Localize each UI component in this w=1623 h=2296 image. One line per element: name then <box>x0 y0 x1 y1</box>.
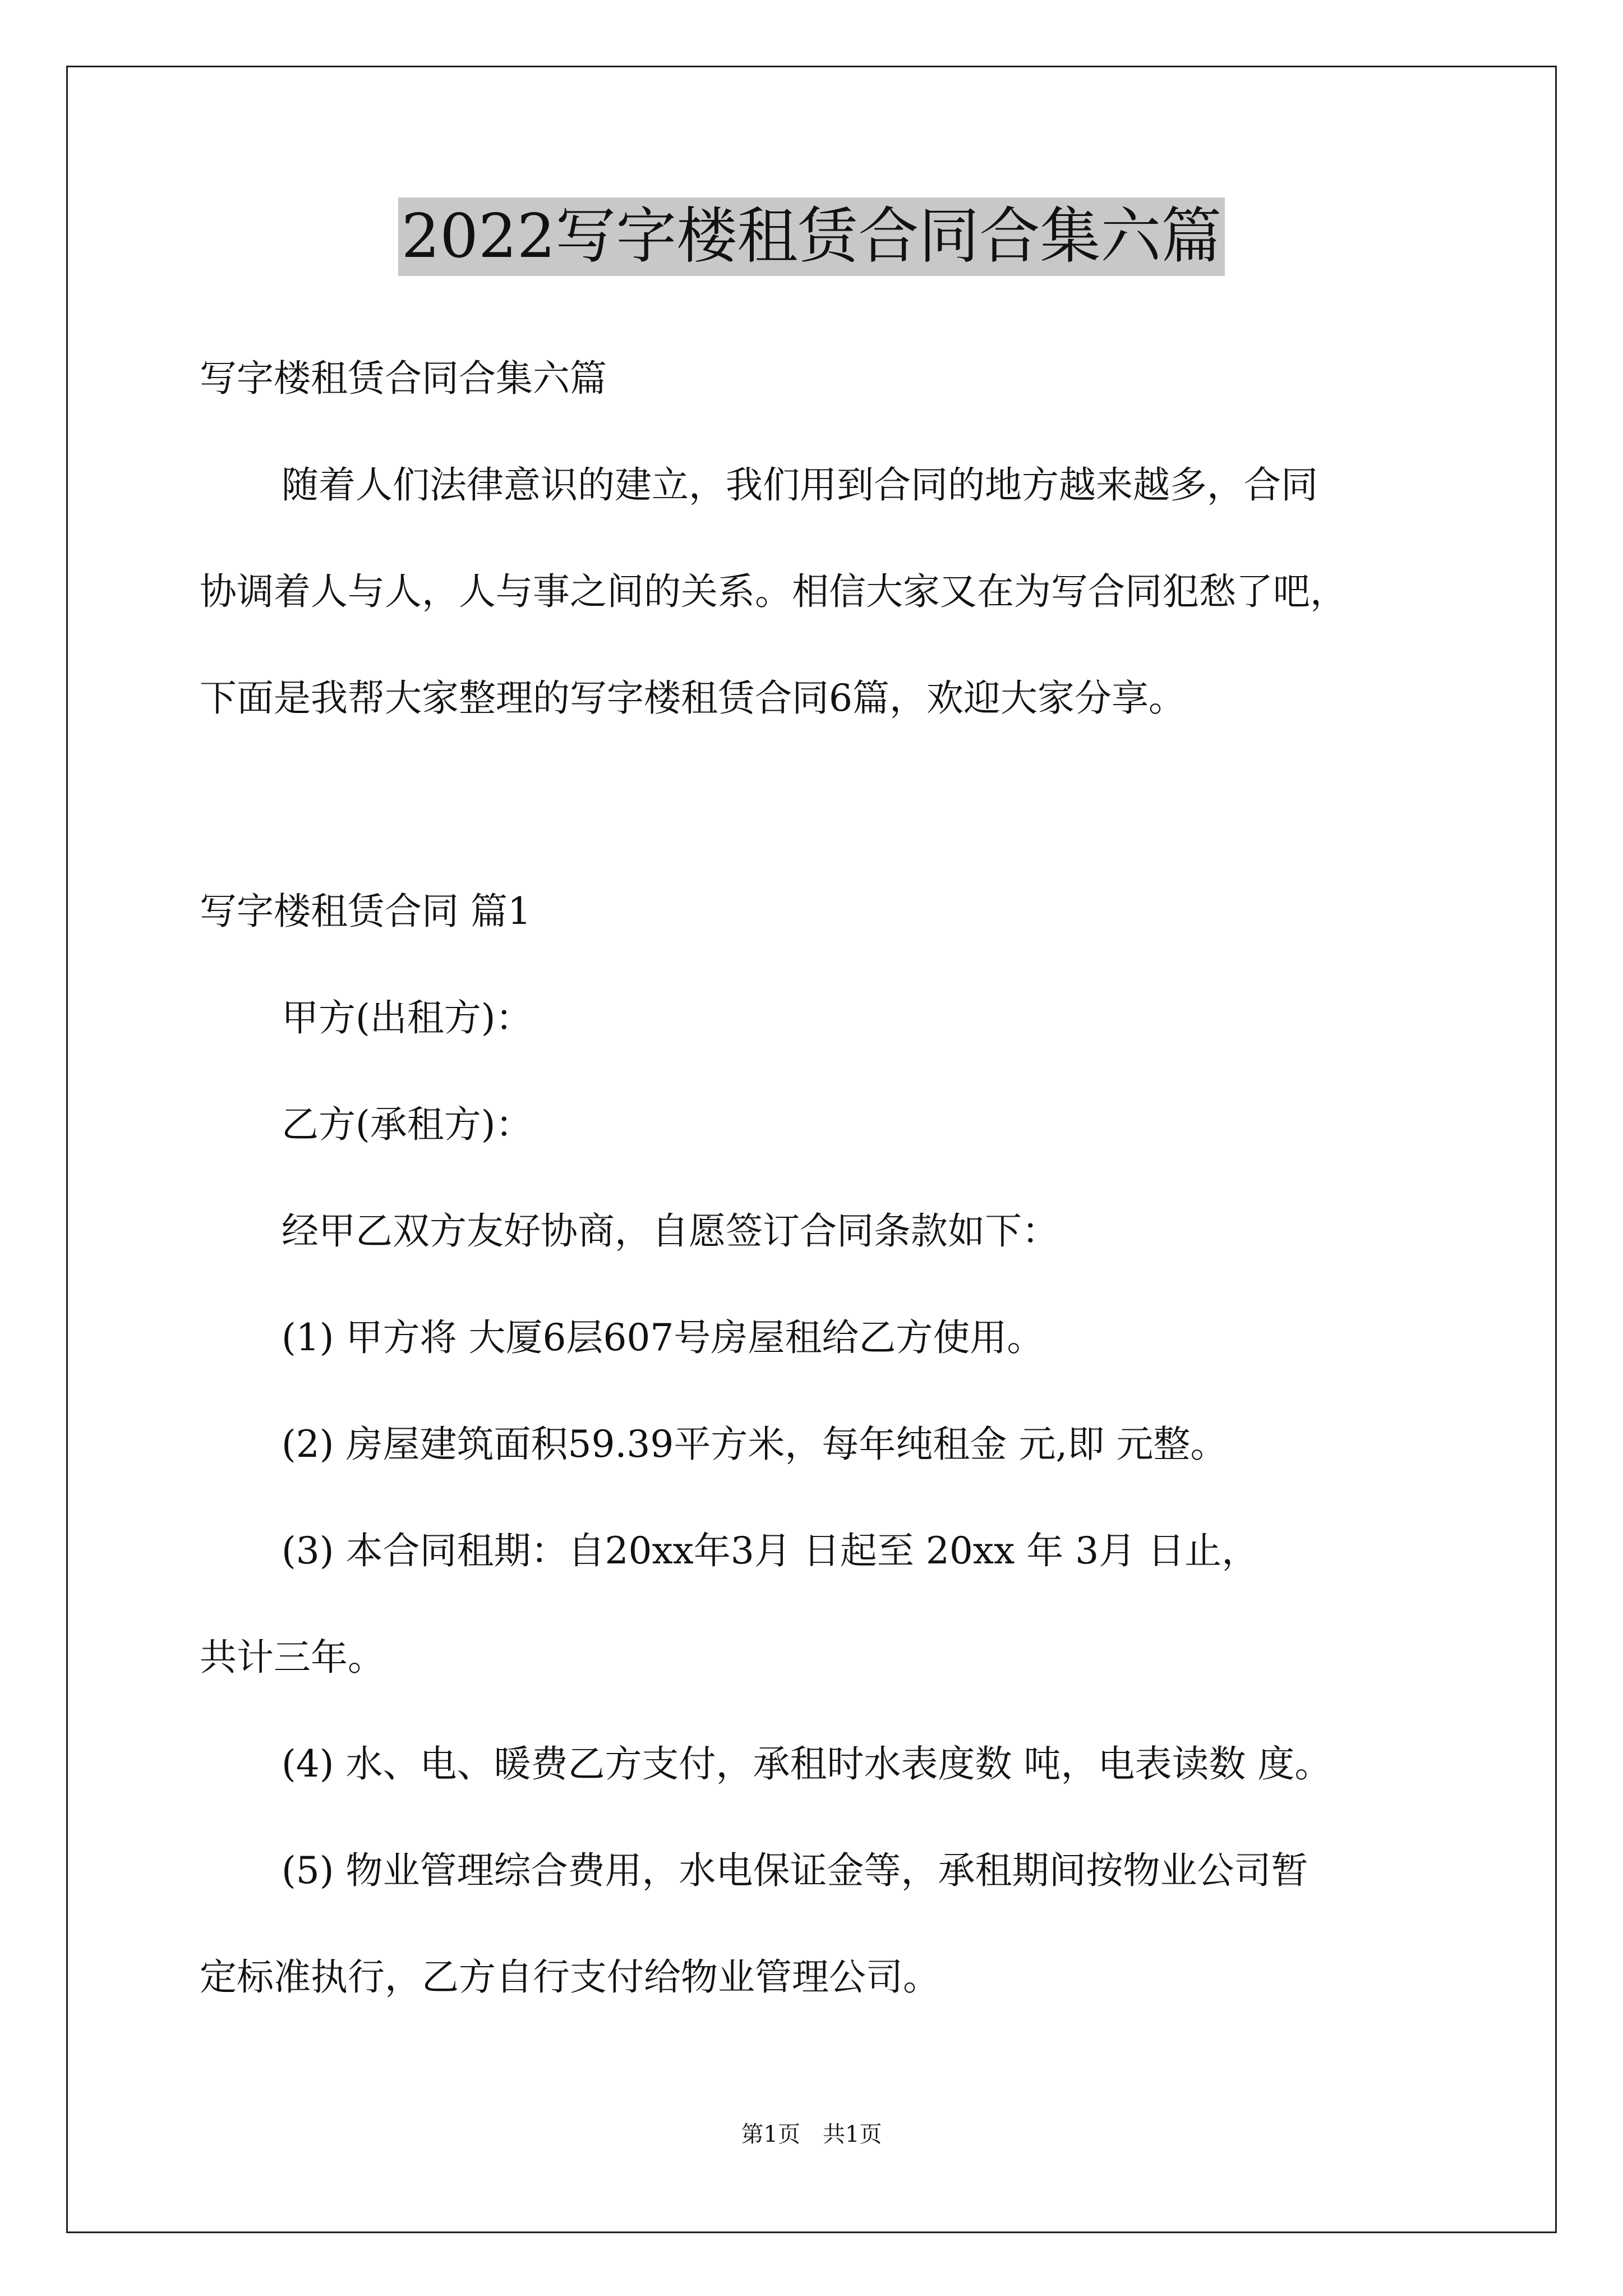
clause-3: (3) 本合同租期：自20xx年3月 日起至 20xx 年 3月 日止， <box>282 1529 1259 1572</box>
clause-1: (1) 甲方将 大厦6层607号房屋租给乙方使用。 <box>282 1316 1044 1359</box>
section-heading: 写字楼租赁合同 篇1 <box>200 890 531 933</box>
clause-2: (2) 房屋建筑面积59.39平方米，每年纯租金 元,即 元整。 <box>282 1423 1228 1466</box>
agreement-intro: 经甲乙双方友好协商，自愿签订合同条款如下： <box>282 1209 1059 1253</box>
page-footer: 第1页 共1页 <box>741 2122 882 2147</box>
clause-4: (4) 水、电、暖费乙方支付，承租时水表度数 吨，电表读数 度。 <box>282 1742 1332 1786</box>
title-container <box>0 197 1623 276</box>
document-title: 2022写字楼租赁合同合集六篇 <box>398 197 1225 276</box>
document-subtitle: 写字楼租赁合同合集六篇 <box>200 357 607 400</box>
clause-5: (5) 物业管理综合费用，水电保证金等，承租期间按物业公司暂 <box>282 1849 1308 1892</box>
party-b-line: 乙方(承租方)： <box>282 1103 533 1146</box>
clause-5-continued: 定标准执行，乙方自行支付给物业管理公司。 <box>200 1955 940 1999</box>
intro-line-3: 下面是我帮大家整理的写字楼租赁合同6篇，欢迎大家分享。 <box>200 677 1186 720</box>
intro-line-2: 协调着人与人，人与事之间的关系。相信大家又在为写合同犯愁了吧， <box>200 570 1347 613</box>
clause-3-continued: 共计三年。 <box>200 1636 385 1679</box>
intro-line-1: 随着人们法律意识的建立，我们用到合同的地方越来越多，合同 <box>282 463 1318 507</box>
party-a-line: 甲方(出租方)： <box>282 996 533 1039</box>
